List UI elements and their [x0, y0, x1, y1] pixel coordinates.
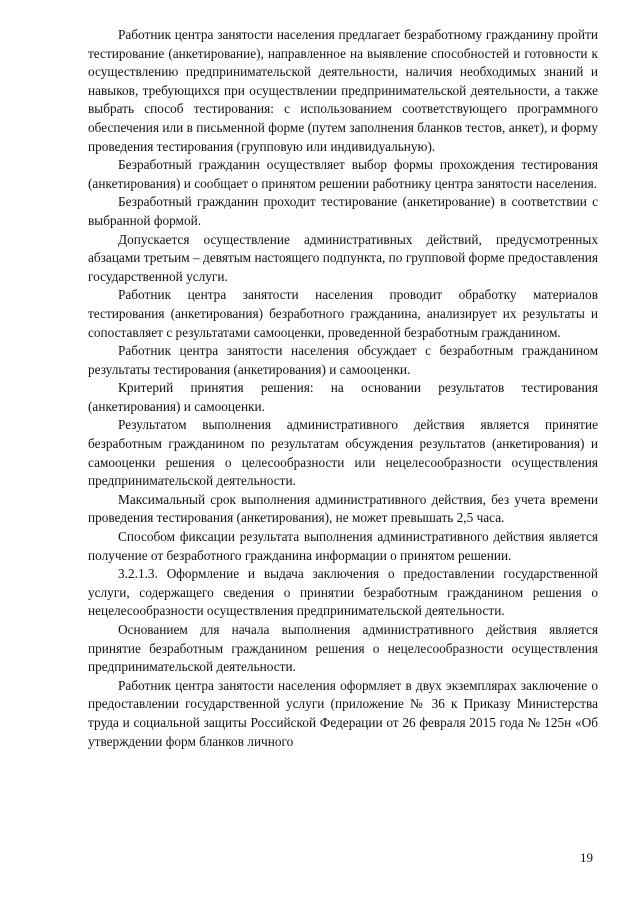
paragraph-5: Работник центра занятости населения проводит обработку материалов тестирования (анкетирования) безработного гражданина, анализирует их результаты и сопоставляет с результатами самооценки, проведенной безработным гражданином.: [88, 287, 598, 340]
page-number: 19: [580, 850, 593, 865]
paragraph-8: Результатом выполнения административного действия является принятие безработным гражданином по результатам обсуждения результатов (анкетирования) и самооценки решения о целесообразности или нецелесообразности осуществления предпринимательской деятельности.: [88, 417, 598, 489]
paragraph-7: Критерий принятия решения: на основании результатов тестирования (анкетирования) и самооценки.: [88, 380, 598, 414]
paragraph-9: Максимальный срок выполнения административного действия, без учета времени проведения тестирования (анкетирования), не может превышать 2,5 часа.: [88, 491, 598, 526]
paragraph-13: Работник центра занятости населения оформляет в двух экземплярах заключение о предоставлении государственной услуги (приложение № 36 к Приказу Министерства труда и социальной защиты Российской Федерации от 26 февраля 2015 года № 125н «Об утверждении форм бланков личного: [88, 677, 598, 749]
paragraph-12: Основанием для начала выполнения административного действия является принятие безработным гражданином решения о нецелесообразности осуществления предпринимательской деятельности.: [88, 622, 598, 675]
document-body: [88, 26, 598, 751]
paragraph-3: Безработный гражданин проходит тестирование (анкетирование) в соответствии с выбранной формой.: [88, 194, 598, 228]
paragraph-10: Способом фиксации результата выполнения административного действия является получение от безработного гражданина информации о принятом решении.: [88, 529, 598, 563]
paragraph-6: Работник центра занятости населения обсуждает с безработным гражданином результаты тестирования (анкетирования) и самооценки.: [88, 343, 598, 377]
paragraph-1: Работник центра занятости населения предлагает безработному гражданину пройти тестирование (анкетирование), направленное на выявление способностей и готовности к осуществлению предпринимательской деятельности, наличия необходимых знаний и навыков, требующихся при осуществлении предпринимательской деятельности, а также выбрать способ тестирования: с использованием соответствующего программного обеспечения или в письменной форме (путем заполнения бланков тестов, анкет), и форму проведения тестирования (групповую или индивидуальную).: [88, 27, 598, 154]
paragraph-2: Безработный гражданин осуществляет выбор формы прохождения тестирования (анкетирования) и сообщает о принятом решении работнику центра занятости населения.: [88, 157, 598, 191]
paragraph-11: 3.2.1.3. Оформление и выдача заключения о предоставлении государственной услуги, содержащего сведения о принятии безработным гражданином решения о нецелесообразности осуществления предпринимательской деятельности.: [88, 566, 598, 619]
paragraph-4: Допускается осуществление административных действий, предусмотренных абзацами третьим – девятым настоящего подпункта, по групповой форме предоставления государственной услуги.: [88, 231, 598, 284]
